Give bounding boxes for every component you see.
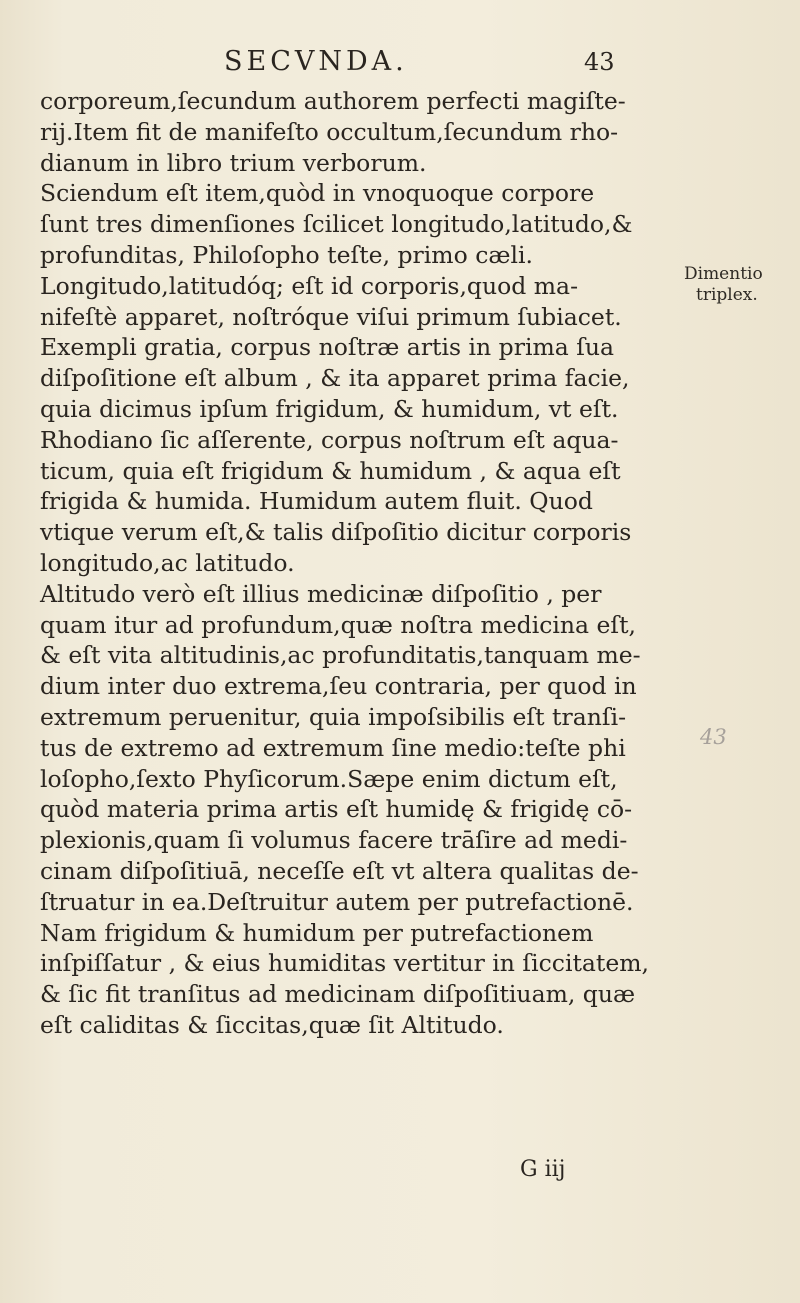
text-line: cinam diſpoſitiuā, neceſſe eſt vt altera qualitas de-: [40, 856, 639, 885]
text-line: ſtruatur in ea.Deſtruitur autem per putrefactionē.: [40, 887, 634, 916]
text-line: Rhodiano ſic aſſerente, corpus noſtrum eſt aqua-: [40, 425, 619, 454]
text-line: Nam frigidum & humidum per putrefactionem: [40, 918, 594, 947]
text-line: eſt caliditas & ſiccitas,quæ ſit Altitudo.: [40, 1010, 504, 1039]
text-line: plexionis,quam ſi volumus facere trāſire ad medi-: [40, 826, 628, 855]
text-line: loſopho,ſexto Phyſicorum.Sæpe enim dictum eſt,: [40, 764, 618, 793]
text-line: vtique verum eſt,& talis diſpoſitio dicitur corporis: [40, 518, 632, 547]
text-line: dium inter duo extrema,ſeu contraria, per quod in: [40, 672, 637, 701]
text-line: quia dicimus ipſum frigidum, & humidum, vt eſt.: [40, 394, 619, 423]
handwritten-page-number: 43: [700, 725, 727, 749]
text-line: rij.Item fit de manifeſto occultum,ſecundum rho-: [40, 117, 619, 146]
margin-note: Dimentio: [684, 264, 763, 284]
text-line: nifeſtè apparet, noſtróque viſui primum ſubiacet.: [40, 302, 622, 331]
running-head: SECVNDA.: [224, 46, 408, 77]
body-text: [40, 86, 650, 1041]
text-line: diſpoſitione eſt album , & ita apparet prima facie,: [40, 364, 630, 393]
page-number: 43: [584, 48, 615, 76]
text-line: longitudo,ac latitudo.: [40, 548, 295, 577]
margin-note: triplex.: [696, 285, 758, 305]
text-line: Exempli gratia, corpus noſtræ artis in prima ſua: [40, 333, 615, 362]
page-header: [0, 46, 800, 86]
text-line: & ſic fit tranſitus ad medicinam diſpoſitiuam, quæ: [40, 980, 636, 1009]
text-line: Altitudo verò eſt illius medicinæ diſpoſitio , per: [40, 579, 602, 608]
text-line: & eſt vita altitudinis,ac profunditatis,tanquam me-: [40, 641, 641, 670]
signature-mark: G iij: [520, 1157, 566, 1182]
text-line: corporeum,ſecundum authorem perfecti magiſte-: [40, 87, 626, 115]
text-line: tus de extremo ad extremum ſine medio:teſte phi: [40, 733, 626, 762]
text-line: Sciendum eſt item,quòd in vnoquoque corpore: [40, 179, 595, 208]
text-line: ſunt tres dimenſiones ſcilicet longitudo,latitudo,&: [40, 210, 633, 239]
text-line: ticum, quia eſt frigidum & humidum , & aqua eſt: [40, 456, 621, 485]
text-line: frigida & humida. Humidum autem fluit. Quod: [40, 487, 593, 516]
text-line: dianum in libro trium verborum.: [40, 148, 427, 177]
text-line: inſpiſſatur , & eius humiditas vertitur in ſiccitatem,: [40, 949, 650, 978]
text-line: quòd materia prima artis eſt humidę & frigidę cō-: [40, 795, 633, 824]
text-line: extremum peruenitur, quia impoſsibilis eſt tranſi-: [40, 702, 627, 731]
text-line: profunditas, Philoſopho teſte, primo cæli.: [40, 240, 533, 269]
text-line: Longitudo,latitudóq; eſt id corporis,quod ma-: [40, 271, 579, 300]
text-line: quam itur ad profundum,quæ noſtra medicina eſt,: [40, 610, 637, 639]
